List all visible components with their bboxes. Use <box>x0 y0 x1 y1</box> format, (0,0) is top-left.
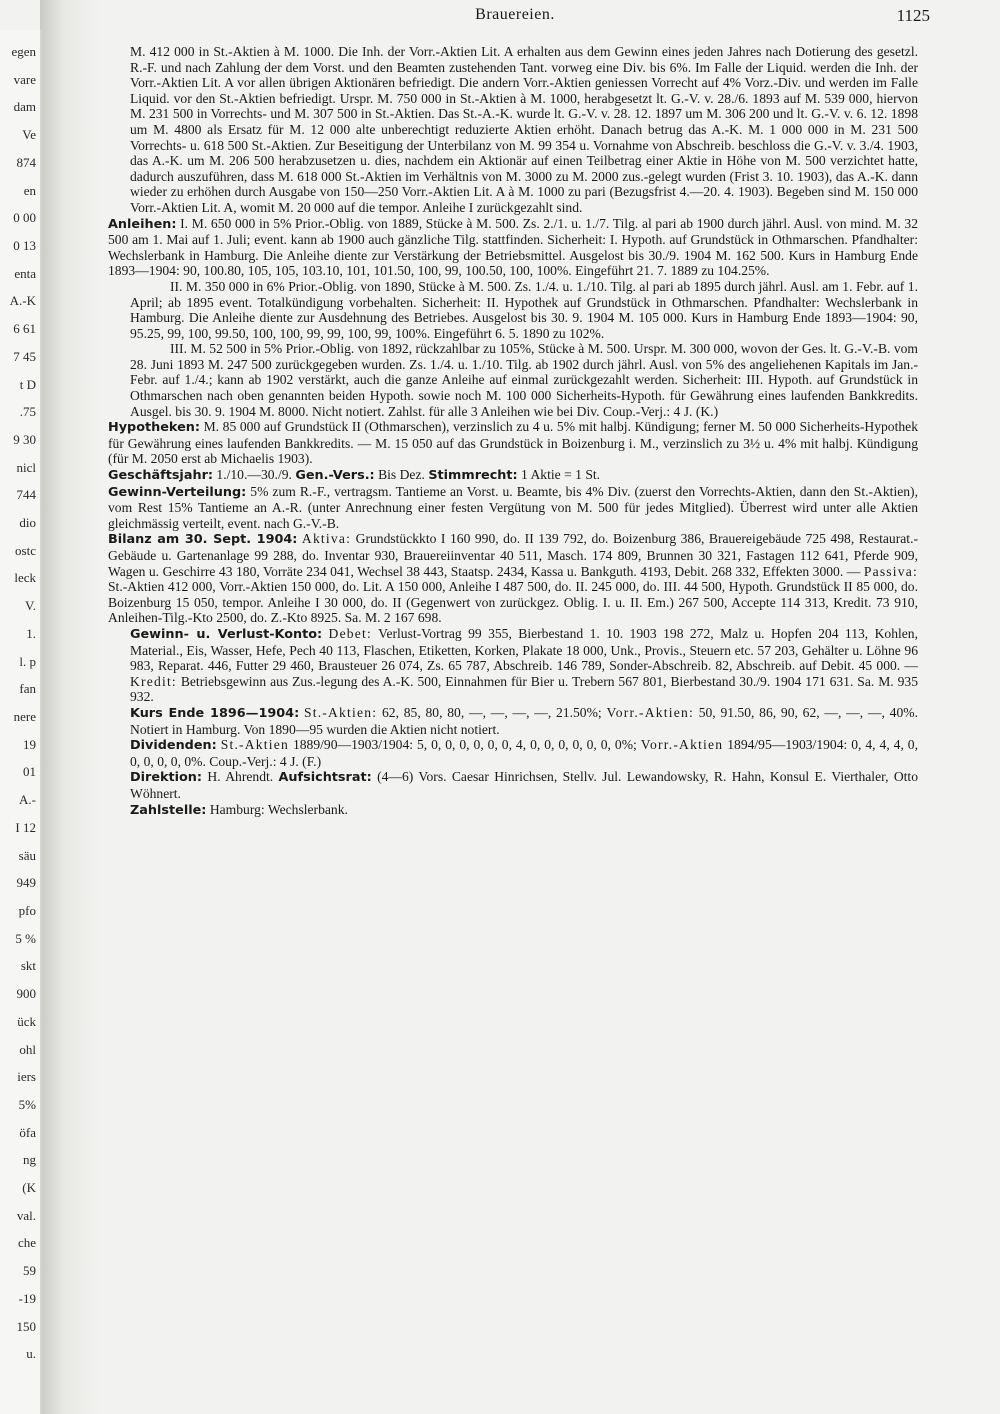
margin-fragment: val. <box>16 1207 36 1223</box>
margin-fragment: leck <box>14 570 36 586</box>
margin-fragment: .75 <box>19 404 36 420</box>
margin-fragment: u. <box>26 1346 36 1362</box>
margin-fragment: 19 <box>23 736 36 752</box>
page-header <box>100 6 930 28</box>
anleihen-part3: III. M. 52 500 in 5% Prior.-Oblig. von 1892, rückzahlbar zu 105%, Stücke à M. 500. Urspr. M. 300 000, wovon der Ges. lt. G.-V.-B. vom 28. Juni 1893 M. 247 500 zurückgegeben wurden. Zs. 1./4. u. 1./10. Tilg. ab 1902 durch jährl. Ausl. von 5% des angeliehenen Kapitals im Jan.-Febr. auf 1./4.; kann ab 1902 verstärkt, auch die ganze Anleihe auf einmal zurückgezahlt werden. Sicherheit: III. Hypoth. auf Grundstück in Othmarschen nach oben genannten beiden Hypoth. sowie noch M. 100 000 Sicherheits-Hypoth. für Gewährung eines laufenden Bankkredits. Ausgel. bis 30. 9. 1904 M. 8000. Nicht notiert. Zahlst. für alle 3 Anleihen wie bei Div. Coup.-Verj.: 4 J. (K.) <box>130 341 918 419</box>
debet-label: Debet: <box>328 625 372 641</box>
kredit-label: Kredit: <box>130 673 177 689</box>
margin-fragment: che <box>17 1235 36 1251</box>
direktion-paragraph <box>108 769 918 801</box>
stimmrecht-label: Stimmrecht: <box>428 468 518 484</box>
geschaeftsjahr-label: Geschäftsjahr: <box>108 468 213 484</box>
hypotheken-text: M. 85 000 auf Grundstück II (Othmarschen), verzinslich zu 4 u. 5% mit halbj. Kündigung; ferner M. 50 000 Sicherheits-Hypothek für Gewährung eines laufenden Bankkredits. — M. 15 050 auf das Grundstück in Boizenburg i. M., verzinslich zu 3½ u. 4% mit halbj. Kündigung (für M. 2050 erst ab Michaelis 1903). <box>108 419 918 467</box>
stimmrecht-value: 1 Aktie = 1 St. <box>521 467 601 483</box>
margin-fragment: en <box>23 182 36 198</box>
aktiva-text: Grundstückkto I 160 990, do. II 139 792, do. Boizenburg 386, Brauereigebäude 725 498, Restaurat.-Gebäude u. Gartenanlage 99 288, do. Inventar 930, Brauereiinventar 40 511, Masch. 174 809, Brunnen 30 321, Fastagen 112 641, Pferde 909, Wagen u. Geschirre 43 180, Vorräte 234 041, Wechsel 38 443, Staatsp. 2434, Kassa u. Bankguth. 4193, Debit. 268 332, Effekten 3000. — <box>108 531 918 579</box>
margin-fragment: Ve <box>22 127 36 143</box>
anleihen-label: Anleihen: <box>108 216 177 232</box>
anleihen-paragraph <box>108 216 918 279</box>
margin-fragment: 0 00 <box>13 210 36 226</box>
passiva-label: Passiva: <box>863 563 918 579</box>
direktion-label: Direktion: <box>130 770 203 786</box>
gewinn-verlust-label: Gewinn- u. Verlust-Konto: <box>130 626 323 642</box>
margin-fragment: dio <box>19 515 36 531</box>
dividenden-label: Dividenden: <box>130 738 217 754</box>
zahlstelle-paragraph <box>108 802 918 819</box>
gewinnverteilung-paragraph <box>108 484 918 532</box>
kredit-text: Betriebsgewinn aus Zus.-legung des A.-K. 500, Einnahmen für Bier u. Trebern 567 801, Bierbestand 30./9. 1904 171 631. Sa. M. 935 932. <box>130 673 918 705</box>
debet-text: Verlust-Vortrag 99 355, Bierbestand 1. 10. 1903 198 272, Malz u. Hopfen 204 113, Kohlen, Material., Eis, Wasser, Hefe, Pech 40 113, Flaschen, Etiketten, Korken, Plakate 18 000, Unk., Provis., Steuern etc. 57 203, Gehälter u. Löhne 96 983, Reparat. 446, Futter 29 460, Brausteuer 26 074, Zs. 65 787, Abschreib. 146 789, Sonder-Abschreib. 82, Abschreib. auf Debit. 45 000. — <box>130 625 918 674</box>
dividenden-vorr-label: Vorr.-Aktien <box>640 737 724 753</box>
margin-fragment: 6 61 <box>13 321 36 337</box>
page-number: 1125 <box>896 6 930 25</box>
margin-fragment: enta <box>14 265 36 281</box>
geschaeftsjahr-paragraph <box>108 467 918 484</box>
margin-fragment: fan <box>19 681 36 697</box>
gen-vers-value: Bis Dez. <box>378 467 425 483</box>
margin-fragment: -19 <box>18 1290 36 1306</box>
kurs-vorr-values: 50, 91.50, 86, 90, 62, —, —, —, 40%. Notiert in Hamburg. Von 1890—95 wurden die Aktien nicht notiert. <box>130 704 919 737</box>
zahlstelle-label: Zahlstelle: <box>130 802 207 818</box>
gen-vers-label: Gen.-Vers.: <box>295 468 375 484</box>
kurs-st-label: St.-Aktien: <box>303 704 378 720</box>
margin-fragment: ohl <box>19 1041 36 1057</box>
margin-fragment: 874 <box>16 154 36 170</box>
margin-fragment: 150 <box>16 1318 36 1334</box>
capital-paragraph: M. 412 000 in St.-Aktien à M. 1000. Die Inh. der Vorr.-Aktien Lit. A erhalten aus dem Gewinn eines jeden Jahres nach Dotierung des gesetzl. R.-F. und nach Zahlung der dem Vorst. und den Beamten zustehenden Tant. vorweg eine Div. bis 6%. Im Falle der Liquid. werden die Inh. der Vorr.-Aktien Lit. A vor allen übrigen Aktionären befriedigt. Die andern Vorr.-Aktien geniessen Vorrecht auf 4% Vorz.-Div. und werden im Falle Liquid. vor den St.-Aktien befriedigt. Urspr. M. 750 000 in St.-Aktien à M. 1000, herabgesetzt lt. G.-V. v. 28./6. 1893 auf M. 539 000, hiervon M. 231 500 in Vorrechts- und M. 307 500 in St.-Aktien. Das St.-A.-K. wurde lt. G.-V. v. 28. 12. 1897 um M. 306 200 und lt. G.-V. v. 6. 12. 1898 um M. 4800 als Ersatz für M. 12 000 alte unberechtigt reduzierte Aktien erhöht. Danach betrug das A.-K. M. 1 000 000 in M. 231 500 Vorrechts- u. 618 500 St.-Aktien. Zur Beseitigung der Unterbilanz von M. 99 354 u. Vornahme von Abschreib. beschloss die G.-V. v. 3./4. 1903, das A.-K. um M. 206 500 herabzusetzen u. dies, nachdem ein Aktionär auf einen Teilbetrag einer Aktie in Höhe von M. 500 verzichtet hatte, dadurch auszuführen, dass M. 618 000 St.-Aktien im Verhältnis von M. 3000 zu M. 2000 zus.-gelegt wurden (Frist 3. 10. 1903), das A.-K. dann wieder zu erhöhen durch Ausgabe von 150—250 Vorr.-Aktien Lit. A à M. 1000 zu pari (Bezugsfrist 4.—20. 4. 1903). Begeben sind M. 150 000 Vorr.-Aktien Lit. A, womit M. 20 000 auf die tempor. Anleihe I zurückgezahlt sind. <box>130 44 918 215</box>
anleihen-part1: I. M. 650 000 in 5% Prior.-Oblig. von 1889, Stücke à M. 500. Zs. 2./1. u. 1./7. Tilg. al pari ab 1900 durch jährl. Ausl. von mind. M. 32 500 am 1. Mai auf 1. Juli; event. kann ab 1900 auch gänzliche Tilg. stattfinden. Sicherheit: I. Hypoth. auf Grundstück in Othmarschen. Pfandhalter: Wechslerbank in Hamburg. Die Anleihe diente zur Verstärkung der Betriebsmittel. Ausgelost bis 30./9. 1904 M. 162 500. Kurs in Hamburg Ende 1893—1904: 90, 100.80, 105, 105, 103.10, 101, 101.50, 100, 99, 100.50, 100, 100%. Eingeführt 21. 7. 1889 zu 104.25%. <box>108 215 918 279</box>
margin-fragment: skt <box>20 958 36 974</box>
margin-fragment: 5 % <box>15 930 36 946</box>
kurs-label: Kurs Ende 1896—1904: <box>130 705 300 721</box>
article-body <box>108 44 918 818</box>
margin-fragment: iers <box>17 1069 36 1085</box>
margin-fragment: V. <box>25 598 36 614</box>
margin-fragment: (K <box>22 1180 36 1196</box>
kurs-st-values: 62, 85, 80, 80, —, —, —, —, 21.50%; <box>381 704 602 720</box>
margin-fragment: dam <box>13 99 36 115</box>
kurs-paragraph <box>108 705 918 737</box>
margin-fragment: 7 45 <box>13 348 36 364</box>
margin-fragment: egen <box>11 44 36 59</box>
kurs-vorr-label: Vorr.-Aktien: <box>606 704 694 720</box>
direktion-value: H. Ahrendt. <box>207 769 274 785</box>
margin-fragment: 949 <box>16 875 36 891</box>
zahlstelle-value: Hamburg: Wechslerbank. <box>209 801 348 817</box>
margin-fragment: nere <box>13 709 36 724</box>
aufsichtsrat-value: (4—6) Vors. Caesar Hinrichsen, Stellv. Jul. Lewandowsky, R. Hahn, Konsul E. Vierthaler, Otto Wöhnert. <box>130 769 919 801</box>
hypotheken-paragraph <box>108 419 918 467</box>
bilanz-label: Bilanz am 30. Sept. 1904: <box>108 532 298 548</box>
margin-fragment: ostc <box>15 542 36 558</box>
margin-fragment: ng <box>23 1152 36 1168</box>
margin-fragment: l. p <box>19 653 36 669</box>
margin-fragment: säu <box>18 847 36 863</box>
margin-fragment: 9 30 <box>13 431 36 447</box>
binding-gutter <box>40 0 100 1414</box>
margin-fragment: 0 13 <box>13 237 36 253</box>
margin-fragment: vare <box>13 71 36 87</box>
dividenden-st-label: St.-Aktien <box>220 737 289 753</box>
aufsichtsrat-label: Aufsichtsrat: <box>278 770 372 786</box>
margin-fragment: 744 <box>16 487 36 503</box>
margin-fragment: I 12 <box>15 819 36 835</box>
running-title: Brauereien. <box>475 6 555 23</box>
anleihen-part2: II. M. 350 000 in 6% Prior.-Oblig. von 1890, Stücke à M. 500. Zs. 1./4. u. 1./10. Tilg. al pari ab 1895 durch jährl. Ausl. am 1. Febr. auf 1. April; ab 1895 event. Totalkündigung vorbehalten. Sicherheit: II. Hypothek auf Grundstück in Othmarschen. Pfandhalter: Wechslerbank in Hamburg. Die Anleihe diente zur Ausdehnung des Betriebes. Ausgelost bis 30. 9. 1904 M. 105 000. Kurs in Hamburg Ende 1893—1904: 90, 95.25, 99, 100, 99.50, 100, 100, 99, 99, 100, 99, 100%. Eingeführt 6. 5. 1890 zu 102%. <box>130 278 918 341</box>
gewinnverteilung-text: 5% zum R.-F., vertragsm. Tantieme an Vorst. u. Beamte, bis 4% Div. (zuerst den Vorrechts-Aktien, dann den St.-Aktien), vom Rest 15% Tantieme an A.-R. (unter Anrechnung einer festen Vergütung von M. 500 für jedes Mitglied). Überrest wird unter alle Aktien gleichmässig verteilt, event. nach G.-V.-B. <box>108 483 918 531</box>
dividenden-paragraph <box>108 737 918 769</box>
margin-fragment: öfa <box>19 1124 36 1140</box>
margin-fragment: nicl <box>16 459 36 475</box>
dividenden-vorr-values: 1894/95—1903/1904: 0, 4, 4, 4, 0, 0, 0, 0, 0, 0%. Coup.-Verj.: 4 J. (F.) <box>130 737 918 769</box>
margin-fragment: A.- <box>19 792 36 808</box>
hypotheken-label: Hypotheken: <box>108 420 200 436</box>
geschaeftsjahr-value: 1./10.—30./9. <box>216 467 292 483</box>
margin-fragment: A.-K <box>9 293 36 309</box>
passiva-text: St.-Aktien 412 000, Vorr.-Aktien 150 000, do. Lit. A 150 000, Anleihe I 487 500, do. II. 245 000, do. III. 44 500, Hypoth. Grundstück II 85 000, do. Boizenburg 15 050, tempor. Anleihe I 30 000, do. II (Gegenwert von zurückgez. Oblig. I. u. II. Em.) 267 500, Accepte 114 313, Kredit. 73 910, Anleihen-Tilg.-Kto 2500, do. Z.-Kto 8925. Sa. M. 2 167 698. <box>108 579 918 626</box>
margin-fragment: 5% <box>18 1096 36 1112</box>
margin-fragment: t D <box>19 376 36 392</box>
margin-fragment: 900 <box>16 986 36 1002</box>
margin-fragment: 1. <box>26 625 36 641</box>
margin-fragment: 59 <box>23 1263 36 1279</box>
margin-fragment: 01 <box>23 764 36 780</box>
aktiva-label: Aktiva: <box>301 531 352 547</box>
dividenden-st-values: 1889/90—1903/1904: 5, 0, 0, 0, 0, 0, 0, 4, 0, 0, 0, 0, 0, 0, 0%; <box>292 737 637 753</box>
gewinnverteilung-label: Gewinn-Verteilung: <box>108 484 247 500</box>
bilanz-paragraph <box>108 531 918 626</box>
margin-fragment: ück <box>17 1013 36 1029</box>
gewinn-verlust-paragraph <box>108 626 918 705</box>
margin-fragment: pfo <box>18 902 36 918</box>
previous-page-margin <box>0 30 42 1414</box>
